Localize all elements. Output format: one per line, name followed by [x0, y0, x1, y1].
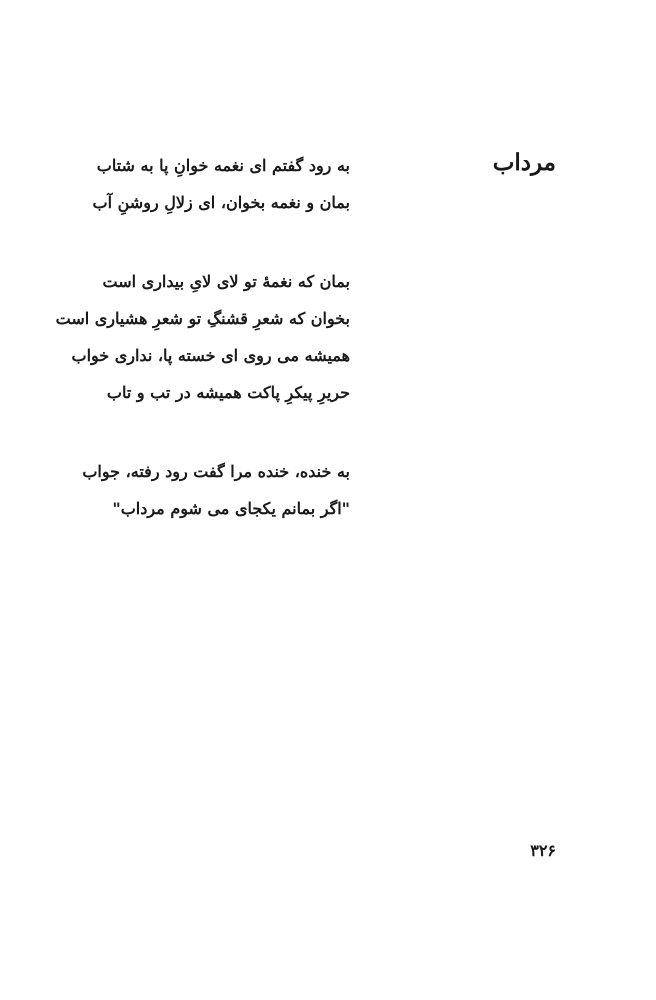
verse-line: به خنده، خنده مرا گفت رود رفته، جواب: [82, 462, 350, 481]
poem-body: [55, 147, 350, 569]
stanza-3: [60, 453, 350, 527]
verse-line: بمان که نغمهٔ تو لای لایِ بیداری است: [102, 272, 350, 291]
verse-line: بخوان که شعرِ قشنگِ تو شعرِ هشیاری است: [55, 309, 350, 328]
verse-line: همیشه می روی ای خسته پا، نداری خواب: [71, 346, 350, 365]
stanza-2: [55, 263, 350, 411]
verse-line: بمان و نغمه بخوان، ای زلالِ روشنِ آب: [92, 193, 350, 212]
poem-title: مرداب: [492, 149, 556, 176]
verse-line: حریرِ پیکرِ پاکت همیشه در تب و تاب: [106, 383, 350, 402]
page-number: ۳۲۶: [530, 841, 556, 860]
verse-line: به رود گفتم ای نغمه خوانِ پا به شتاب: [96, 156, 350, 175]
verse-line: "اگر بمانم یکجای می شوم مرداب": [112, 499, 350, 518]
stanza-1: [60, 147, 350, 221]
